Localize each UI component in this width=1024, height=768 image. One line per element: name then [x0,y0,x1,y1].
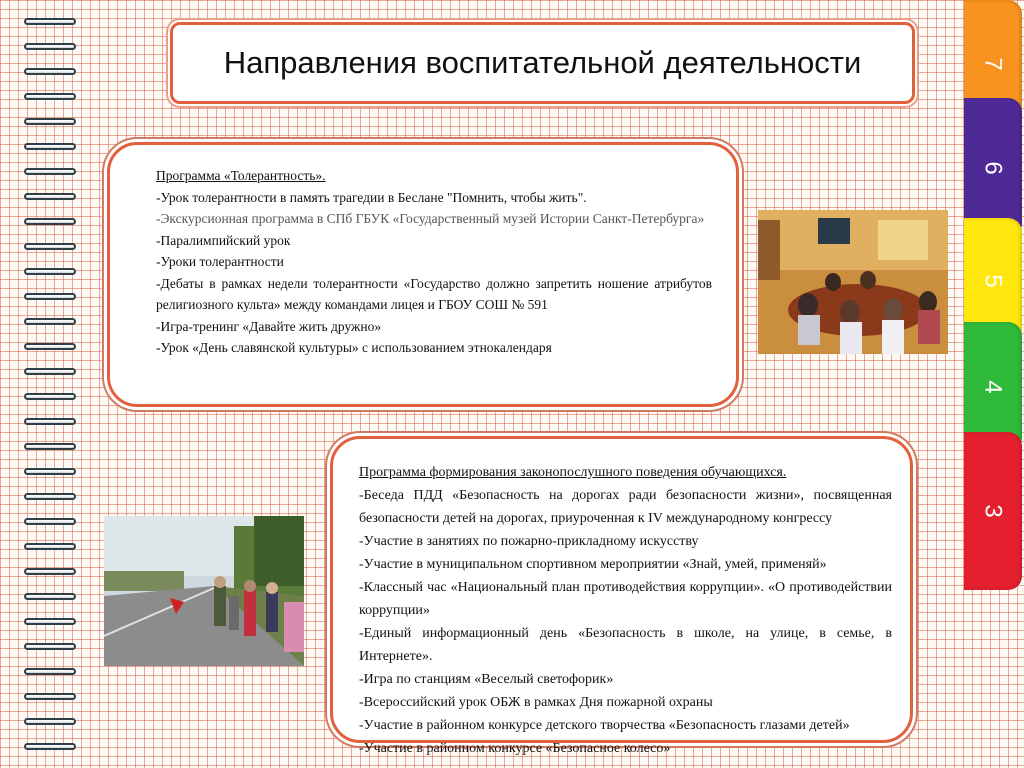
tab-label: 5 [979,274,1007,288]
classroom-photo [758,210,948,354]
page-title: Направления воспитательной деятельности [223,45,862,80]
binding-ring [24,293,76,300]
binding-ring [24,18,76,25]
binding-ring [24,243,76,250]
list-item: -Классный час «Национальный план противодействия коррупции». «О противодействии коррупции» [359,580,892,618]
tolerance-program-card [107,142,739,407]
binding-ring [24,518,76,525]
list-item: -Участие в районном конкурсе детского творчества «Безопасность глазами детей» [359,718,850,733]
binding-ring [24,343,76,350]
binding-ring [24,718,76,725]
list-item: -Участие в занятиях по пожарно-прикладному искусству [359,534,699,549]
binding-ring [24,318,76,325]
binding-ring [24,743,76,750]
tab-3[interactable] [964,432,1022,590]
list-item: -Беседа ПДД «Безопасность на дорогах ради безопасности жизни», посвященная безопасности детей на дорогах, приуроченная к IV международному конгрессу [359,488,892,526]
tab-6[interactable] [964,98,1022,238]
tab-label: 7 [979,57,1007,71]
list-item: -Экскурсионная программа в СПб ГБУК «Государственный музей Истории Санкт-Петербурга» [156,211,705,226]
binding-ring [24,368,76,375]
list-item: -Урок «День славянской культуры» с использованием этнокалендаря [156,340,552,355]
law-abiding-program-card [330,436,913,756]
binding-ring [24,43,76,50]
list-item: -Игра по станциям «Веселый светофорик» [359,672,614,687]
binding-ring [24,418,76,425]
binding-ring [24,593,76,600]
binding-ring [24,568,76,575]
binding-ring [24,143,76,150]
spiral-binding [0,0,80,768]
tab-label: 4 [979,380,1007,394]
tab-label: 6 [979,161,1007,175]
binding-ring [24,668,76,675]
list-item: -Всероссийский урок ОБЖ в рамках Дня пожарной охраны [359,695,713,710]
binding-ring [24,693,76,700]
card-heading: Программа «Толерантность». [156,168,326,183]
binding-ring [24,643,76,650]
list-item: -Дебаты в рамках недели толерантности «Государство должно запретить ношение атрибутов религиозного культа» между командами лицея и ГБОУ СОШ № 591 [156,275,712,312]
binding-ring [24,268,76,275]
binding-ring [24,493,76,500]
list-item: -Единый информационный день «Безопасность в школе, на улице, в семье, в Интернете». [359,626,892,664]
binding-ring [24,68,76,75]
binding-ring [24,468,76,475]
binding-ring [24,93,76,100]
binding-ring [24,193,76,200]
binding-ring [24,393,76,400]
list-item: -Игра-тренинг «Давайте жить дружно» [156,318,382,334]
binding-ring [24,618,76,625]
list-item: -Урок толерантности в память трагедии в Беслане "Помнить, чтобы жить". [156,189,587,205]
list-item: -Уроки толерантности [156,254,284,269]
binding-ring [24,218,76,225]
binding-ring [24,118,76,125]
section-tabs [964,0,1024,768]
binding-ring [24,443,76,450]
list-item: -Участие в муниципальном спортивном мероприятии «Знай, умей, применяй» [359,557,827,572]
card-heading: Программа формирования законопослушного поведения обучающихся. [359,465,787,480]
tab-label: 3 [979,504,1007,518]
list-item: -Участие в районном конкурсе «Безопасное колесо» [359,741,671,756]
binding-ring [24,168,76,175]
road-safety-photo [104,516,304,666]
list-item: -Паралимпийский урок [156,232,291,248]
binding-ring [24,543,76,550]
title-box [170,22,915,104]
